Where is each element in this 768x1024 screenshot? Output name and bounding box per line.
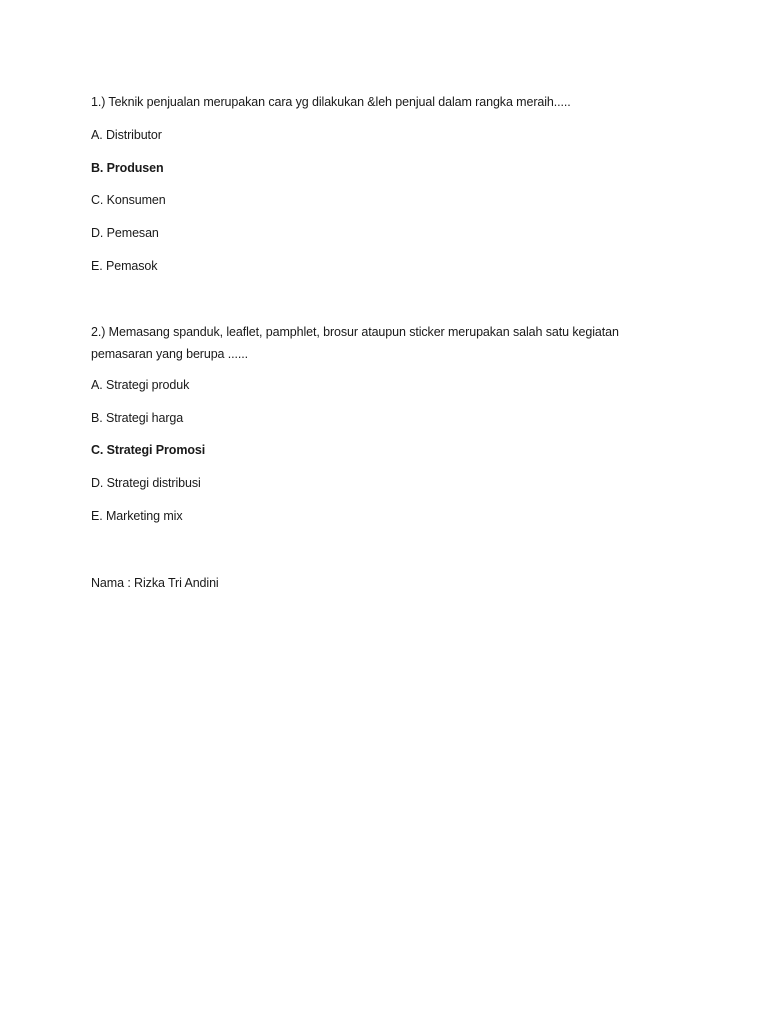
q2-option-e: E. Marketing mix — [91, 509, 183, 523]
q2-option-d: D. Strategi distribusi — [91, 476, 201, 490]
q1-option-d: D. Pemesan — [91, 226, 159, 240]
q1-option-e: E. Pemasok — [91, 259, 158, 273]
q2-option-c-answer: C. Strategi Promosi — [91, 443, 206, 457]
question-2-text-line2: pemasaran yang berupa ...... — [91, 347, 249, 361]
q1-option-a: A. Distributor — [91, 128, 162, 142]
q2-option-a: A. Strategi produk — [91, 378, 190, 392]
author-name: Nama : Rizka Tri Andini — [91, 576, 219, 590]
q1-option-b-answer: B. Produsen — [91, 161, 164, 175]
question-1-text: 1.) Teknik penjualan merupakan cara yg dilakukan &leh penjual dalam rangka meraih..... — [91, 95, 571, 109]
q2-option-b: B. Strategi harga — [91, 411, 184, 425]
q1-option-c: C. Konsumen — [91, 193, 166, 207]
question-2-text-line1: 2.) Memasang spanduk, leaflet, pamphlet, brosur ataupun sticker merupakan salah satu kegiatan — [91, 325, 619, 339]
